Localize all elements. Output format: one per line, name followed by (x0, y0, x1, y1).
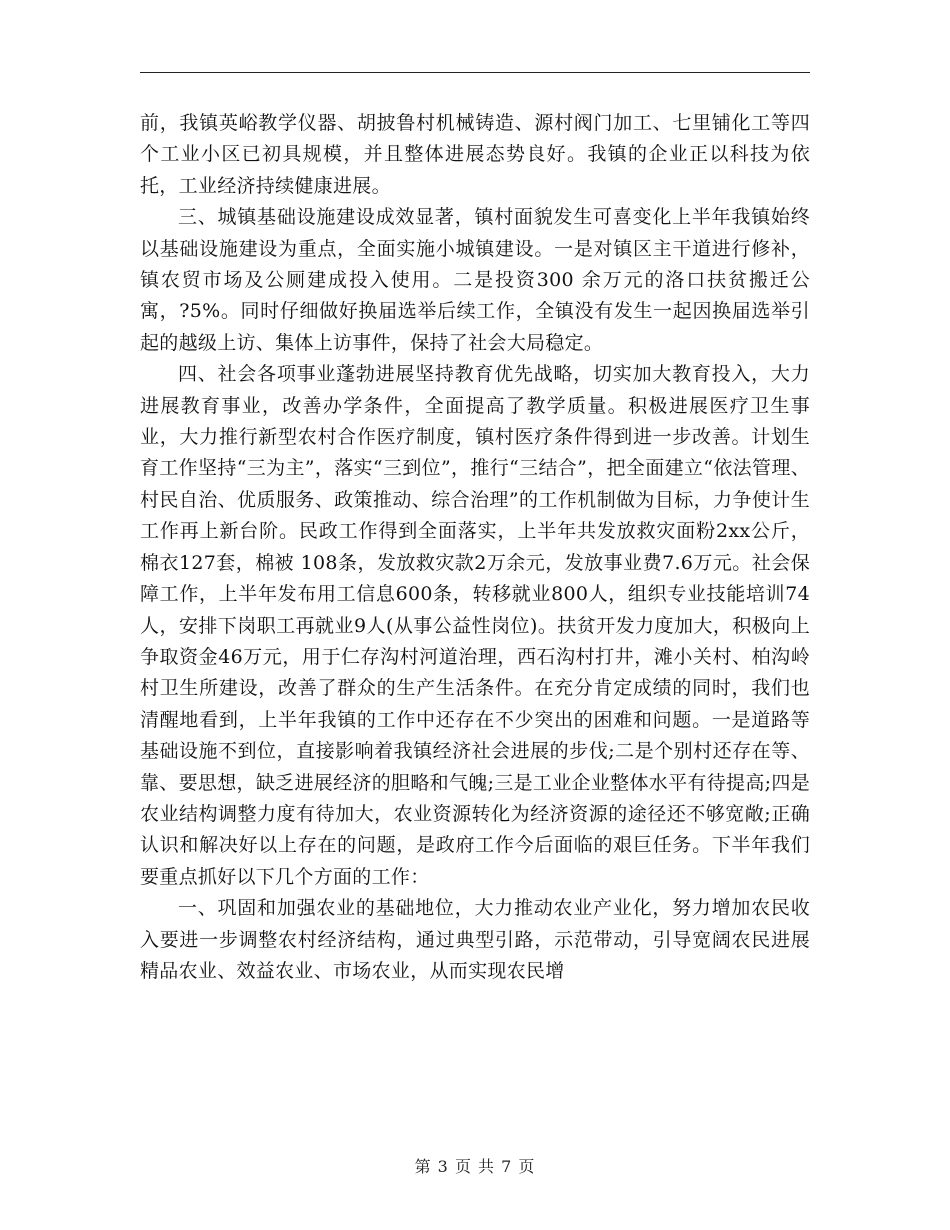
page-number-footer: 第 3 页 共 7 页 (414, 1157, 536, 1176)
paragraph-1: 前，我镇英峪教学仪器、胡披鲁村机械铸造、源村阀门加工、七里铺化工等四个工业小区已初具规模，并且整体进展态势良好。我镇的企业正以科技为依托，工业经济持续健康进展。 (140, 112, 810, 197)
paragraph-3: 四、社会各项事业蓬勃进展坚持教育优先战略，切实加大教育投入，大力进展教育事业，改善办学条件，全面提高了教学质量。积极进展医疗卫生事业，大力推行新型农村合作医疗制度，镇村医疗条件得到进一步改善。计划生育工作坚持“三为主”，落实“三到位”，推行“三结合”，把全面建立“依法管理、村民自治、优质服务、政策推动、综合治理”的工作机制做为目标，力争使计生工作再上新台阶。民政工作得到全面落实，上半年共发放救灾面粉2xx公斤，棉衣127套，棉被 108条，发放救灾款2万余元，发放事业费7.6万元。社会保障工作，上半年发布用工信息600条，转移就业800人，组织专业技能培训74人，安排下岗职工再就业9人(从事公益性岗位)。扶贫开发力度加大，积极向上争取资金46万元，用于仁存沟村河道治理，西石沟村打井，滩小关村、柏沟岭村卫生所建设，改善了群众的生产生活条件。在充分肯定成绩的同时，我们也清醒地看到，上半年我镇的工作中还存在不少突出的困难和问题。一是道路等基础设施不到位，直接影响着我镇经济社会进展的步伐;二是个别村还存在等、靠、要思想，缺乏进展经济的胆略和气魄;三是工业企业整体水平有待提高;四是农业结构调整力度有待加大，农业资源转化为经济资源的途径还不够宽敞;正确认识和解决好以上存在的问题，是政府工作今后面临的艰巨任务。下半年我们要重点抓好以下几个方面的工作： (140, 363, 810, 888)
paragraph-2: 三、城镇基础设施建设成效显著，镇村面貌发生可喜变化上半年我镇始终以基础设施建设为重点，全面实施小城镇建设。一是对镇区主干道进行修补，镇农贸市场及公厕建成投入使用。二是投资300 余万元的洛口扶贫搬迁公寓，?5%。同时仔细做好换届选举后续工作，全镇没有发生一起因换届选举引起的越级上访、集体上访事件，保持了社会大局稳定。 (140, 206, 810, 354)
paragraph-4: 一、巩固和加强农业的基础地位，大力推动农业产业化，努力增加农民收入要进一步调整农村经济结构，通过典型引路，示范带动，引导宽阔农民进展精品农业、效益农业、市场农业，从而实现农民增 (140, 897, 810, 982)
document-body (140, 108, 810, 987)
header-rule (140, 72, 810, 73)
